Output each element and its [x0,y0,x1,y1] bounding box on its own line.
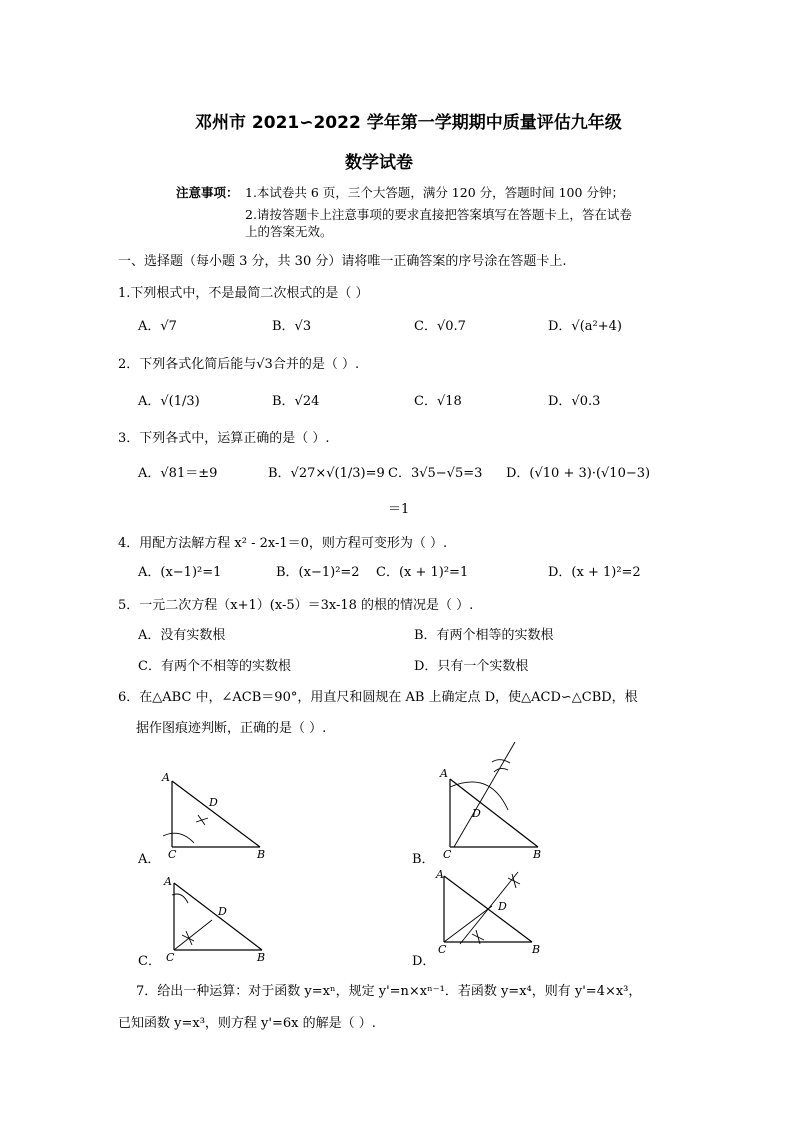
exam-subtitle: 数学试卷 [345,153,413,173]
q4-option-c: C．(x + 1)²=1 [376,565,469,580]
q6-option-c-label: C． [138,954,161,969]
notice-line-1: 1.本试卷共 6 页，三个大答题，满分 120 分，答题时间 100 分钟； [245,185,624,200]
question-2-stem: 2．下列各式化简后能与√3合并的是（ ）. [118,357,360,372]
fig-d-point-b: B [532,943,541,956]
fig-c-point-b: B [257,951,266,964]
notice-label: 注意事项： [176,185,239,200]
q6-figure-a [158,770,278,865]
fig-b-point-b: B [533,848,542,861]
fig-b-point-d: D [472,807,481,820]
q6-figure-d [430,862,560,962]
fig-d-point-c: C [438,943,447,956]
q3-option-d-continued: ＝1 [388,502,410,517]
section-heading: 一、选择题（每小题 3 分，共 30 分）请将唯一正确答案的序号涂在答题卡上. [118,254,567,269]
q6-figure-c [160,873,280,968]
q3-option-b: B．√27×√(1/3)=9 [268,466,385,481]
q6-option-d-label: D． [412,954,436,969]
fig-a-point-c: C [168,848,177,861]
fig-c-mark-2 [186,931,192,945]
fig-c-segment-cd [174,920,212,950]
q5-option-d: D．只有一个实数根 [414,659,529,674]
fig-b-point-a: A [440,767,448,780]
q6-option-b-label: B． [412,852,435,867]
fig-a-point-d: D [209,796,218,809]
q3-option-c: C．3√5−√5=3 [388,466,483,481]
fig-a-arc-3 [198,815,205,825]
q5-option-c: C．有两个不相等的实数根 [138,659,291,674]
fig-b-mark-1 [492,760,510,763]
question-6-stem-line-1: 6．在△ABC 中，∠ACB＝90°，用直尺和圆规在 AB 上确定点 D，使△ACD∽△CBD，根 [118,690,638,705]
fig-d-segment-cd [444,906,492,942]
q2-option-a: A．√(1/3) [138,394,200,409]
q2-option-b: B．√24 [272,394,320,409]
q3-option-a: A．√81＝±9 [138,466,218,481]
fig-d-point-a: A [436,868,444,881]
fig-b-mark-2 [494,768,508,772]
q1-option-a: A．√7 [138,319,177,334]
fig-a-arc-1 [163,833,194,843]
exam-title: 邓州市 2021∽2022 学年第一学期期中质量评估九年级 [195,113,622,133]
q2-option-d: D．√0.3 [548,394,601,409]
q1-option-d: D．√(a²+4) [548,319,622,334]
q2-option-c: C．√18 [414,394,462,409]
fig-b-point-c: C [443,848,452,861]
fig-a-side-ab [172,781,260,847]
question-4-stem: 4．用配方法解方程 x² - 2x-1＝0，则方程可变形为（ ）. [118,536,448,551]
fig-d-point-d: D [498,900,507,913]
fig-c-point-c: C [166,951,175,964]
q4-option-a: A．(x−1)²=1 [138,565,222,580]
q6-option-a-label: A． [138,852,161,867]
fig-c-point-a: A [164,875,172,888]
fig-a-point-b: B [257,848,266,861]
question-6-stem-line-2: 据作图痕迹判断，正确的是（ ）. [136,721,327,736]
fig-a-point-a: A [162,771,170,784]
q1-option-c: C．√0.7 [414,319,466,334]
question-3-stem: 3．下列各式中，运算正确的是（ ）. [118,431,330,446]
notice-line-2: 2.请按答题卡上注意事项的要求直接把答案填写在答题卡上，答在试卷 [245,207,632,222]
q5-option-b: B．有两个相等的实数根 [414,628,554,643]
fig-b-construction-line [454,742,515,847]
q1-option-b: B．√3 [272,319,312,334]
fig-d-mark-2 [512,874,516,888]
q6-figure-b [430,740,560,865]
q4-option-b: B．(x−1)²=2 [276,565,360,580]
q4-option-d: D．(x + 1)²=2 [548,565,641,580]
q5-option-a: A．没有实数根 [138,628,226,643]
question-5-stem: 5．一元二次方程（x+1）(x-5）＝3x-18 的根的情况是（ ）. [118,598,474,613]
question-7-line-2: 已知函数 y=x³，则方程 y'=6x 的解是（ ）. [118,1016,376,1031]
fig-c-point-d: D [218,905,227,918]
notice-line-3: 上的答案无效。 [245,224,333,239]
q3-option-d: D．(√10 + 3)·(√10−3) [506,466,651,481]
fig-b-side-ab [450,779,538,847]
question-1-stem: 1.下列根式中，不是最简二次根式的是（ ） [118,286,369,301]
question-7-line-1: 7．给出一种运算：对于函数 y=xⁿ，规定 y'=n×xⁿ⁻¹．若函数 y=x⁴，则有 y'=4×x³， [136,984,642,999]
